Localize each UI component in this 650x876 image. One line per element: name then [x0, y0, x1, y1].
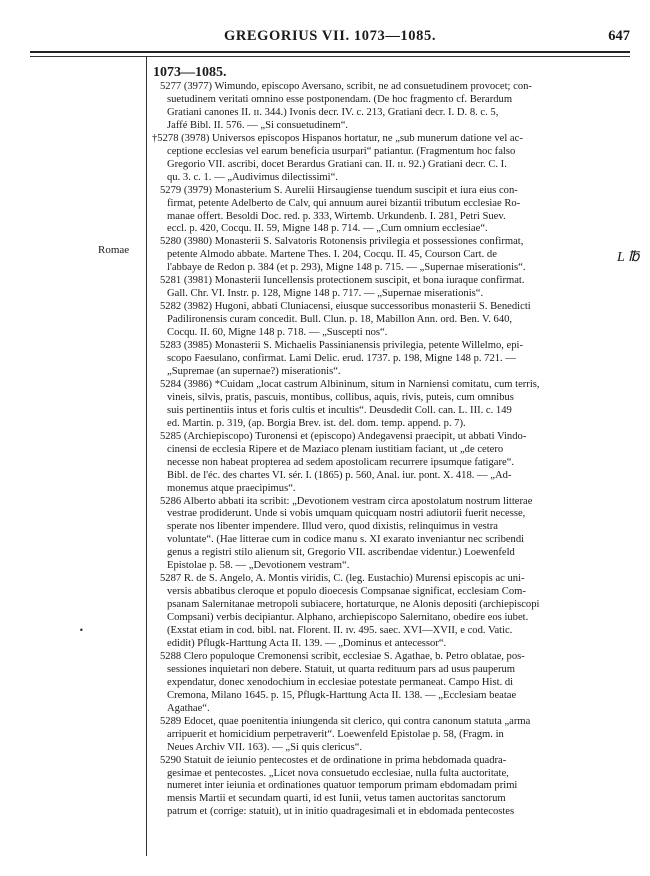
entry-first-line: 5289 Edocet, quae poenitentia iniungenda sit clerico, qui contra canonum statuta „arma — [160, 715, 531, 727]
entry-line: ceptione ecclesias vel earum beneficia usurpari“ patiantur. (Fragmentum hoc falso — [167, 145, 516, 157]
section-heading: 1073—1085. — [153, 65, 227, 80]
page-number: 647 — [608, 28, 630, 44]
margin-dot-mark: • — [79, 626, 84, 635]
entry-line: Cocqu. II. 60, Migne 148 p. 718. — „Suscepti nos“. — [167, 327, 388, 339]
entry-line: Gratiani canones II. ɪɪ. 344.) Ivonis decr. IV. c. 213, Gratiani decr. I. D. 8. c. 5, — [167, 106, 499, 118]
entry-line: mensis Martii et secundam quarti, id est Iunii, vetus tamen auctoritas sanctorum — [167, 793, 506, 805]
entry-line: Gregorio VII. ascribi, docet Berardus Gratiani can. II. ɪɪ. 92.) Gratiani decr. C. I. — [167, 158, 507, 170]
entry-line: Gall. Chr. VI. Instr. p. 128, Migne 148 p. 717. — „Supernae miserationis“. — [167, 288, 484, 300]
entry-line: vineis, silvis, pratis, pascuis, montibus, collibus, aquis, rivis, puteis, cum omnibus — [167, 391, 514, 403]
entry-line: Agathae“. — [167, 702, 210, 714]
register-entry — [152, 236, 625, 275]
entry-line: Compsani) verbis decipiantur. Alphano, archiepiscopo Salernitano, obedire eos iubet. — [167, 612, 529, 624]
entry-line: versis abbatibus cleroque et populo dioecesis Compsanae significat, ecclesiam Com- — [167, 586, 526, 598]
entry-line: qu. 3. c. 1. — „Audivimus dilectissimi“. — [167, 171, 338, 183]
entry-line: monemus atque praecipimus“. — [167, 482, 296, 494]
register-entry — [152, 431, 625, 496]
register-entry — [152, 340, 625, 379]
page-header — [30, 28, 630, 48]
entry-first-line: 5279 (3979) Monasterium S. Aurelii Hirsaugiense tuendum suscipit et iura eius con- — [160, 184, 518, 196]
entry-line: Neues Archiv VII. 163). — „Si quis clericus“. — [167, 741, 363, 753]
entry-line: Bibl. de l'éc. des chartes VI. sér. I. (1865) p. 560, Anal. iur. pont. X. 418. — „Ad- — [167, 469, 512, 481]
entry-line: manae offert. Besoldi Doc. red. p. 333, Wirtemb. Urkundenb. I. 281, Petri Suev. — [167, 210, 506, 222]
register-entry — [152, 651, 625, 716]
entry-line: „Supremae (an supernae?) miserationis“. — [167, 365, 341, 377]
entry-first-line: 5285 (Archiepiscopo) Turonensi et (episcopo) Andegavensi praecipit, ut abbati Vindo- — [160, 430, 527, 442]
entry-line: gesimae et pentecostes. „Licet nova consuetudo ecclesiae, nulla fulta auctoritate, — [167, 767, 509, 779]
entry-first-line: 5277 (3977) Wimundo, episcopo Aversano, scribit, ne ad consuetudinem provocet; con- — [160, 81, 532, 92]
entry-line: necesse non habeat propterea ad sedem apostolicam recurrere ipsumque fatigare“. — [167, 456, 515, 468]
entry-first-line: 5280 (3980) Monasterii S. Salvatoris Rotonensis privilegia et possessiones confirmat, — [160, 236, 524, 248]
entry-line: numeret inter ieiunia et ordinationes quatuor temporum primam ebdomadam primi — [167, 780, 518, 792]
header-rule-thin — [30, 56, 630, 57]
entry-line: sessiones inquietari non debere. Statuit, ut quarta redituum pars ad usus pauperum — [167, 663, 516, 675]
register-entry — [152, 133, 625, 185]
entry-line: scopo Faesulano, confirmat. Lami Delic. erud. 1737. p. 198, Migne 148 p. 721. — — [167, 353, 516, 365]
entry-line: arripuerit et homicidium perpetraverit“. Loewenfeld Epistolae p. 58, (Fragm. in — [167, 728, 504, 740]
entry-line: suetudinem veritati omnino esse postponendam. (De hoc fragmento cf. Berardum — [167, 93, 513, 105]
entry-line: Cremona, Milano 1645. p. 15, Pflugk-Harttung Acta II. 138. — „Ecclesiam beatae — [167, 689, 517, 701]
handwritten-side-mark: L ℔ — [617, 250, 640, 265]
entry-first-line: 5281 (3981) Monasterii Iuncellensis protectionem suscipit, et bona iuraque confirmat. — [160, 275, 525, 287]
entry-first-line: 5282 (3982) Hugoni, abbati Cluniacensi, eiusque successoribus monasterii S. Benedicti — [160, 301, 531, 313]
register-entry — [152, 275, 625, 301]
register-entry — [152, 379, 625, 431]
header-rule-thick — [30, 51, 630, 53]
entries-list — [152, 81, 625, 819]
entry-line: (Exstat etiam in cod. bibl. nat. Florent. II. ɪv. 495. saec. XVI—XVII, e cod. Vatic. — [167, 625, 513, 637]
entry-line: Jaffé Bibl. II. 576. — „Si consuetudinem“. — [167, 119, 349, 131]
entry-first-line: 5288 Clero populoque Cremonensi scribit, ecclesiae S. Agathae, b. Petro oblatae, pos- — [160, 650, 525, 662]
entry-line: cinensi de ecclesia Ripere et de Maziaco plenam iustitiam faciant, ut „de cetero — [167, 443, 504, 455]
entry-line: psanam Salernitanae metropoli subiacere, hortaturque, ne Alonis depositi (archiepiscopi — [167, 599, 540, 611]
entry-first-line: 5286 Alberto abbati ita scribit: „Devotionem vestram circa apostolatum nostrum litterae — [160, 495, 533, 507]
entry-line: patrum et (corrige: statuit), ut in initio quadragesimali et in ebdomada pentecostes — [167, 806, 515, 818]
entry-line: Padilironensis curam concedit. Bull. Clun. p. 18, Mabillon Ann. ord. Ben. V. 640, — [167, 314, 513, 326]
entry-line: petente Almodo abbate. Martene Thes. I. 204, Cocqu. II. 45, Courson Cart. de — [167, 249, 497, 261]
entry-first-line: 5290 Statuit de ieiunio pentecostes et de ordinatione in prima hebdomada quadra- — [160, 754, 507, 766]
entry-line: suis pertinentiis intus et foris cultis et incultis“. Deusdedit Coll. can. L. III. c. 149 — [167, 404, 512, 416]
margin-place-note: Romae — [98, 244, 130, 256]
entry-first-line: 5283 (3985) Monasterii S. Michaelis Passinianensis privilegia, petente Willelmo, epi- — [160, 340, 524, 352]
entry-line: ed. Martin. p. 319, (ap. Borgia Brev. ist. del. dom. temp. append. p. 7). — [167, 417, 466, 429]
register-entry — [152, 301, 625, 340]
main-text-column — [152, 64, 625, 819]
entry-line: edidit) Pflugk-Harttung Acta II. 139. — „Dominus et antecessor“. — [167, 637, 447, 649]
entry-line: voluntate“. (Hae litterae cum in codice manu s. XI exarato inveniantur nec scribendi — [167, 534, 525, 546]
entry-line: Epistolae p. 58. — „Devotionem vestram“. — [167, 560, 350, 572]
margin-column-divider — [146, 56, 147, 856]
entry-line: firmat, petente Adelberto de Calv, qui annuum aurei bizantii tributum ecclesiae Ro- — [167, 197, 521, 209]
entry-line: vestrae prodiderunt. Unde si vobis umquam quicquam nostri adiutorii fuerit necesse, — [167, 508, 526, 520]
register-entry — [152, 496, 625, 574]
register-entry — [152, 185, 625, 237]
register-entry — [152, 755, 625, 820]
entry-line: l'abbaye de Redon p. 384 (et p. 293), Migne 148 p. 715. — „Supernae miserationis“. — [167, 262, 526, 274]
running-title: GREGORIUS VII. 1073—1085. — [223, 28, 437, 44]
register-entry — [152, 81, 625, 133]
entry-first-line: 5287 R. de S. Angelo, A. Montis viridis, C. (leg. Eustachio) Murensi episcopis ac uni- — [160, 573, 525, 585]
entry-first-line: †5278 (3978) Universos episcopos Hispanos hortatur, ne „sub munerum datione vel ac- — [152, 132, 523, 144]
entry-line: expendatur, donec xenodochium in ecclesiae potestate permaneat. Campo Hist. di — [167, 676, 514, 688]
entry-first-line: 5284 (3986) *Cuidam „locat castrum Albininum, situm in Narniensi comitatu, cum terris, — [160, 378, 540, 390]
entry-line: eccl. p. 420, Cocqu. II. 59, Migne 148 p. 714. — „Cum omnium ecclesiae“. — [167, 223, 488, 235]
entry-line: genus a registri stilo alienum sit, Gregorio VII. ascribendae videntur.) Loewenfeld — [167, 547, 515, 559]
register-entry — [152, 573, 625, 651]
register-entry — [152, 716, 625, 755]
entry-line: sperate nos libenter impendere. Illud vero, quod dixistis, relinquimus in vestra — [167, 521, 498, 533]
